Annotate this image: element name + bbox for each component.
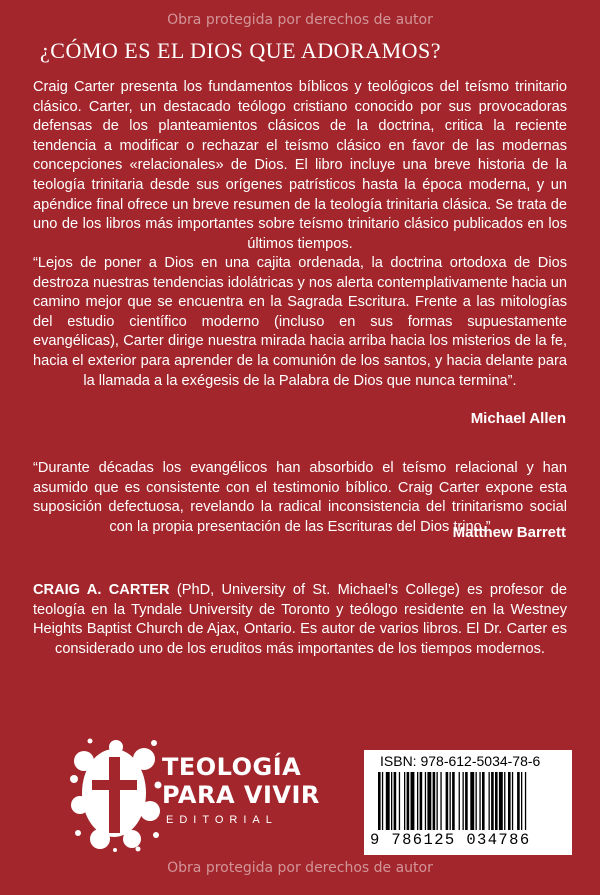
publisher-name-line1: TEOLOGÍA (162, 753, 302, 781)
barcode-bar (417, 772, 418, 830)
barcode-bar (525, 772, 526, 830)
barcode-bar (479, 772, 480, 830)
barcode-bar (386, 772, 390, 830)
barcode-bar (433, 772, 436, 830)
endorsement-quote-allen: “Lejos de poner a Dios en una cajita ordenada, la doctrina ortodoxa de Dios destroza nuestras tendencias idolátricas y nos alerta contemplativamente hacia un camino mejor que se encuentra en la Sagrada Escritura. Frente a las mitologías del estudio científico moderno (incluso en sus formas supuestamente evangélicas), Carter dirige nuestra mirada hacia arriba hacia los misterios de la fe, hacia el exterior para aprender de la comunión de los santos, y hacia delante para la llamada a la exégesis de la Palabra de Dios que nunca termina”. (33, 255, 567, 389)
barcode-bars (374, 772, 562, 832)
barcode-bar (399, 772, 400, 830)
author-bio-text: (PhD, University of St. Michael’s College) es profesor de teología en la Tyndale University de Toronto y teólogo residente en la Westney Heights Baptist Church de Ajax, Ontario. Es autor de varios libros. El Dr. Carter es considerado uno de los eruditos más importantes de los tiempos modernos. (33, 582, 567, 657)
barcode-bar (411, 772, 415, 830)
barcode-bar (512, 772, 513, 830)
barcode-bar (425, 772, 426, 830)
barcode-bar (504, 772, 505, 830)
barcode-bar (482, 772, 485, 830)
barcode-bar (495, 772, 498, 830)
barcode-bar (420, 772, 423, 830)
barcode-bar (437, 772, 438, 830)
barcode-bar (489, 772, 490, 830)
barcode-bar (440, 772, 441, 830)
barcode-bar (404, 772, 405, 830)
barcode-bar (476, 772, 477, 830)
endorsement-author-allen: Michael Allen (470, 410, 566, 427)
barcode-bar (517, 772, 520, 830)
publisher-name-line3: EDITORIAL (166, 814, 278, 826)
publisher-name-line2: PARA VIVIR (162, 781, 320, 809)
barcode-bar (427, 772, 431, 830)
barcode-bar (470, 772, 474, 830)
barcode-bar (499, 772, 503, 830)
copyright-watermark-top: Obra protegida por derechos de autor (167, 12, 433, 28)
barcode-bar (394, 772, 397, 830)
barcode-bar (465, 772, 468, 830)
author-name: CRAIG A. CARTER (33, 582, 170, 598)
copyright-watermark-bottom: Obra protegida por derechos de autor (167, 860, 433, 876)
book-heading: ¿CÓMO ES EL DIOS QUE ADORAMOS? (40, 38, 442, 63)
barcode-bar (378, 772, 381, 830)
barcode-bar (508, 772, 511, 830)
isbn-barcode (364, 750, 572, 855)
barcode-bar (391, 772, 392, 830)
publisher-logo (70, 735, 320, 850)
endorsement-quote-barrett: “Durante décadas los evangélicos han absorbido el teísmo relacional y han asumido que es consistente con el testimonio bíblico. Craig Carter expone esta suposición defectuosa, revelando la radical inconsistencia del trinitarismo social con la propia presentación de las Escrituras del Dios trino.” (33, 460, 567, 535)
endorsement-author-barrett: Matthew Barrett (452, 524, 566, 541)
barcode-bar (463, 772, 464, 830)
barcode-bar (491, 772, 494, 830)
isbn-label: ISBN: 978-612-5034-78-6 (380, 753, 541, 769)
barcode-bar (446, 772, 449, 830)
barcode-bar (452, 772, 455, 830)
barcode-bar (382, 772, 383, 830)
barcode-bar (521, 772, 522, 830)
barcode-bar (407, 772, 410, 830)
synopsis-paragraph: Craig Carter presenta los fundamentos bíblicos y teológicos del teísmo trinitario clásico. Carter, un destacado teólogo cristiano conocido por sus provocadoras defensas de los planteamientos clásicos de la doctrina, critica la reciente tendencia a modificar o rechazar el teísmo clásico en favor de las modernas concepciones «relacionales» de Dios. El libro incluye una breve historia de la teología trinitaria desde sus orígenes patrísticos hasta la época moderna, y un apéndice final ofrece un breve resumen de la teología trinitaria clásica. Se trata de uno de los libros más importantes sobre teísmo trinitario clásico publicados en los últimos tiempos. (33, 79, 567, 252)
author-bio (33, 581, 567, 659)
barcode-digits: 9 786125 034786 (370, 831, 531, 849)
barcode-bar (459, 772, 460, 830)
splatter-cross-icon (70, 735, 162, 853)
barcode-bar (450, 772, 451, 830)
